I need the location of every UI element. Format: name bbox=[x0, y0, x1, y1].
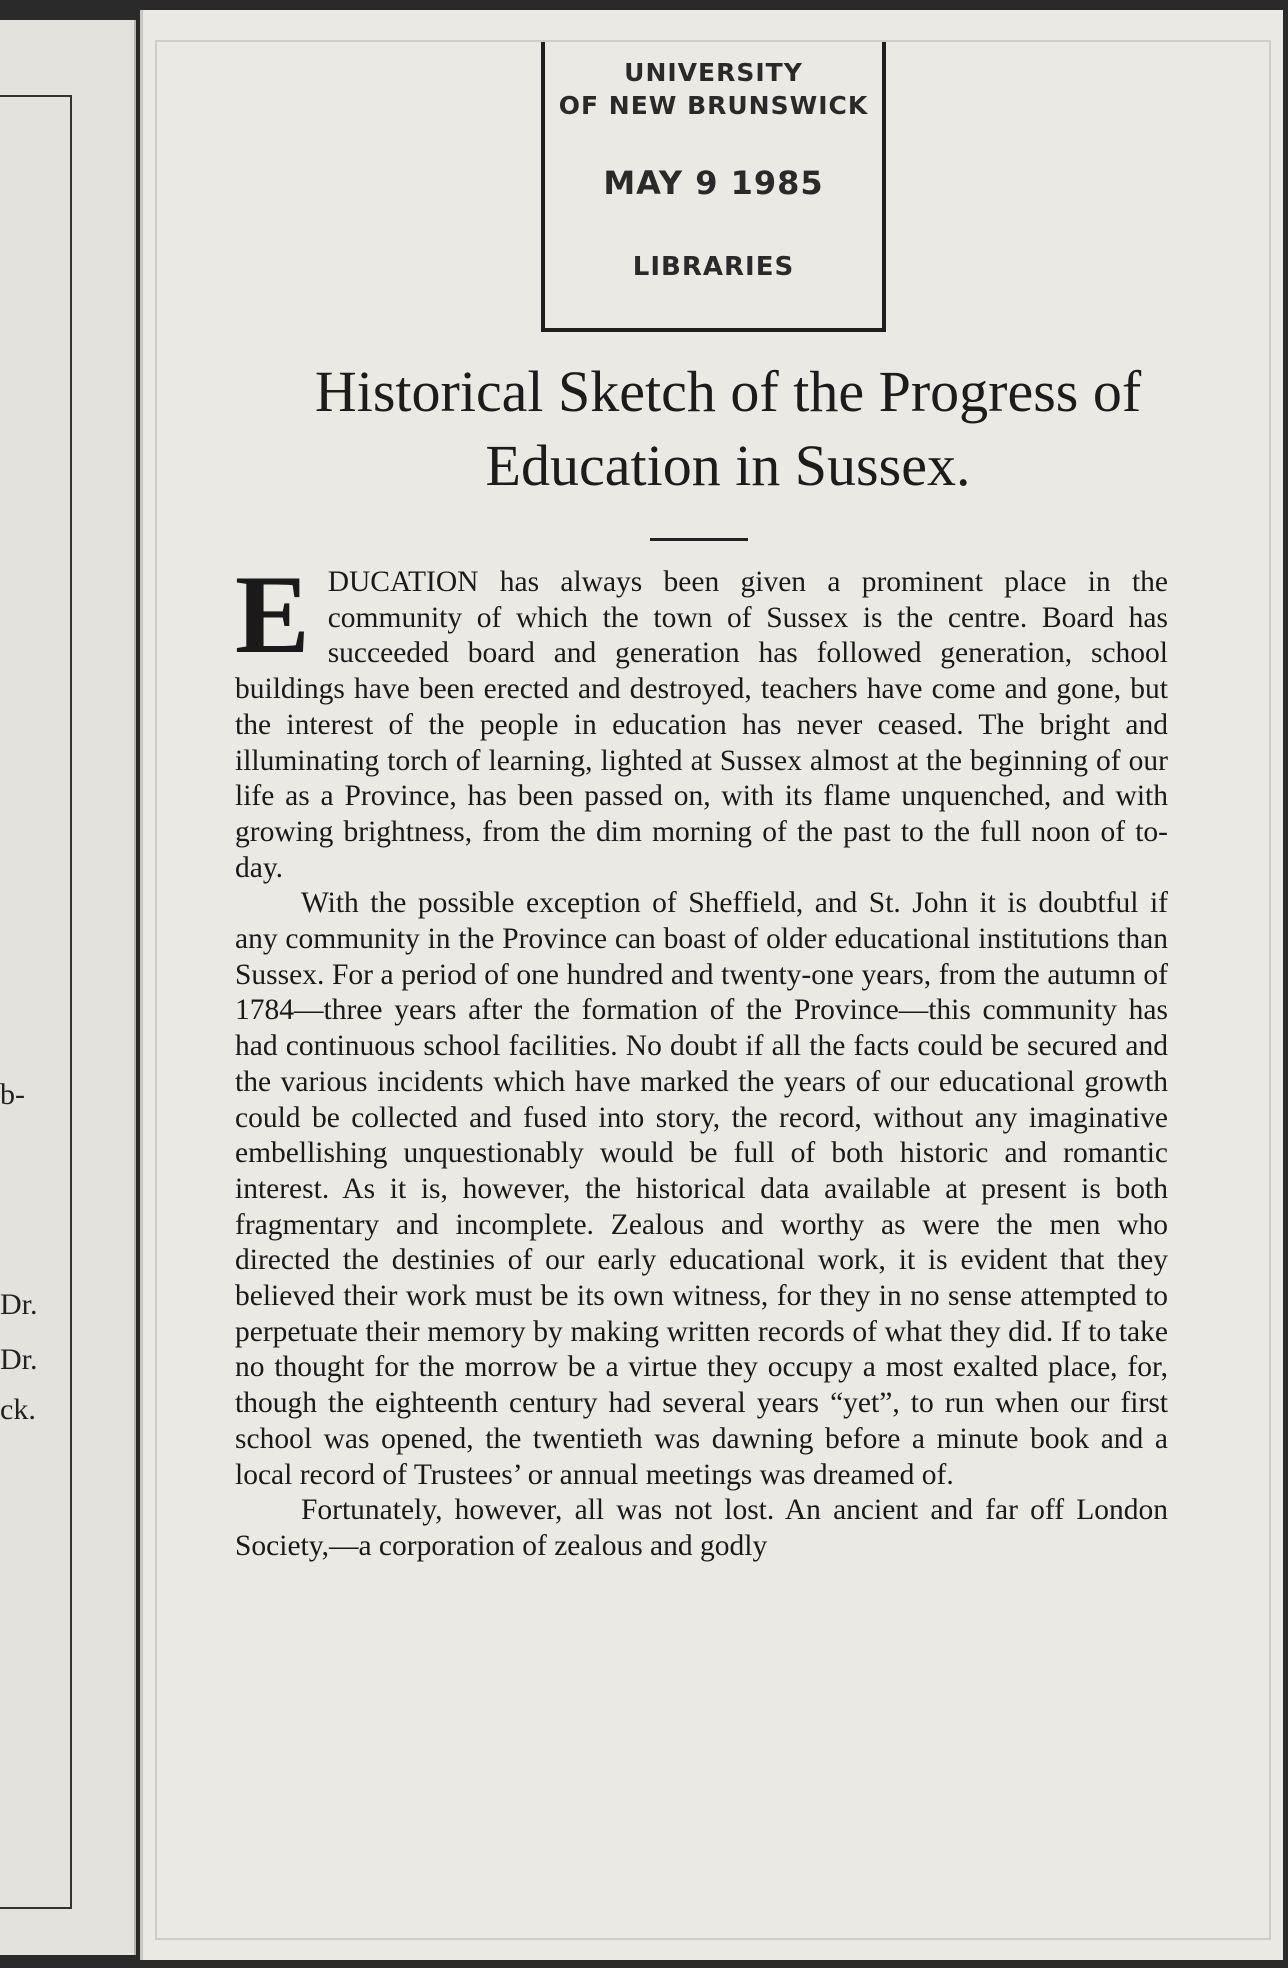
previous-page-fragment: Dr. bbox=[0, 1288, 38, 1321]
stamp-institution: OF NEW BRUNSWICK bbox=[558, 91, 869, 120]
stamp-date: MAY 9 1985 bbox=[603, 164, 824, 202]
stamp-libraries: LIBRARIES bbox=[632, 252, 795, 282]
paragraph-1-text: DUCATION has always been given a prominent place in the community of which the town of Sussex is the centre. Board has succeeded board and generation has followed generation, school buildings have been erected and destroyed, teachers have come and gone, but the interest of the people in education has never ceased. The bright and illuminating torch of learning, lighted at Sussex almost at the beginning of our life as a Province, has been passed on, with its flame unquenched, and with growing brightness, from the dim morning of the past to the full noon of to-day. bbox=[235, 566, 1168, 884]
article-body bbox=[235, 553, 1168, 1565]
previous-page-border bbox=[0, 95, 72, 1909]
stamp-university: UNIVERSITY bbox=[624, 58, 803, 87]
title-divider bbox=[650, 538, 748, 541]
previous-page-fragment: ck. bbox=[0, 1393, 36, 1426]
previous-page-fragment: b- bbox=[0, 1078, 25, 1111]
previous-page-fragment: Dr. bbox=[0, 1343, 38, 1376]
page-title bbox=[203, 355, 1253, 503]
paragraph-1 bbox=[235, 553, 1168, 886]
title-line-1: Historical Sketch of the Progress of bbox=[314, 359, 1142, 424]
title-line-2: Education in Sussex. bbox=[485, 433, 971, 498]
document-page bbox=[140, 10, 1283, 1960]
drop-cap: E bbox=[235, 553, 310, 677]
previous-page-edge bbox=[0, 20, 136, 1955]
paragraph-3: Fortunately, however, all was not lost. An ancient and far off London Society,—a corporation of zealous and godly bbox=[235, 1494, 1168, 1562]
paragraph-2: With the possible exception of Sheffield, and St. John it is doubtful if any community in the Province can boast of older educational institutions than Sussex. For a period of one hundred and twenty-one years, from the autumn of 1784—three years after the formation of the Province—this community has had continuous school facilities. No doubt if all the facts could be secured and the various incidents which have marked the years of our educational growth could be collected and fused into story, the record, without any imaginative embellishing unquestionably would be full of both historic and romantic interest. As it is, however, the historical data available at present is both fragmentary and incomplete. Zealous and worthy as were the men who directed the destinies of our early educational work, it is evident that they believed their work must be its own witness, for they in no sense attempted to perpetuate their memory by making written records of what they did. If to take no thought for the morrow be a virtue they occupy a most exalted place, for, though the eighteenth century had several years “yet”, to run when our first school was opened, the twentieth was dawning before a minute book and a local record of Trustees’ or annual meetings was dreamed of. bbox=[235, 887, 1168, 1491]
library-stamp bbox=[541, 42, 886, 332]
